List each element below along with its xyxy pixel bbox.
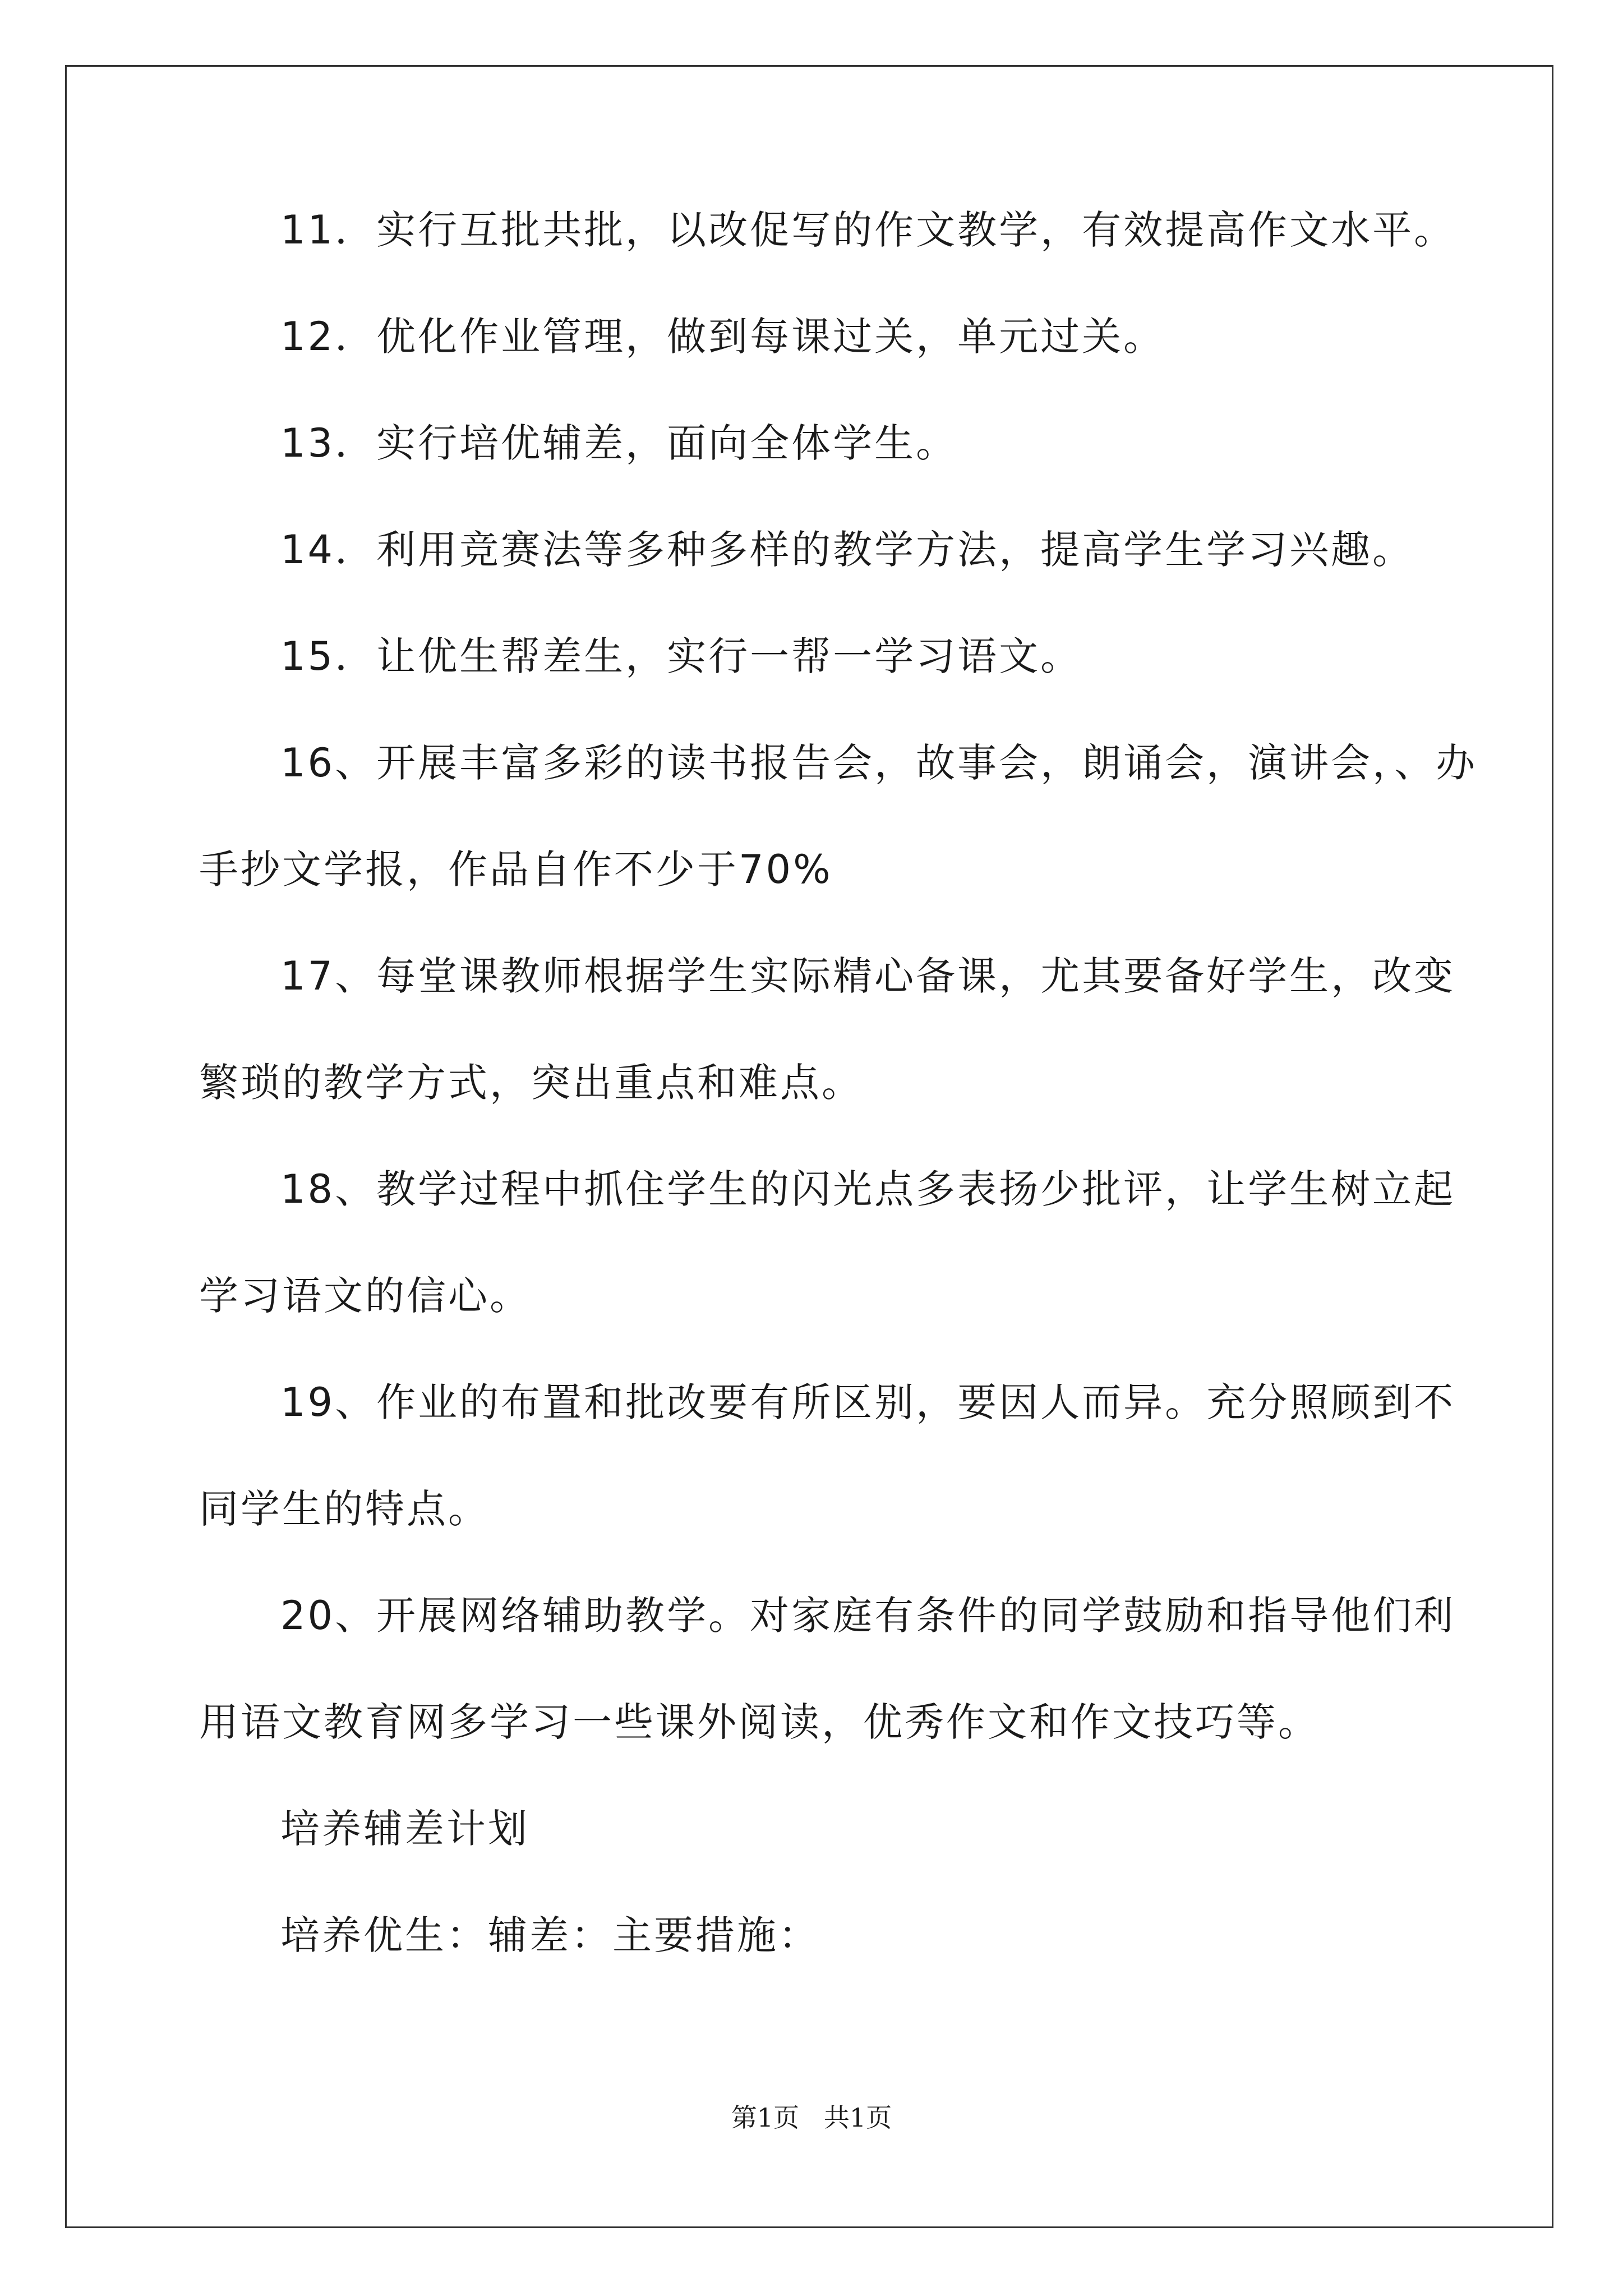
paragraph-line: 同学生的特点。: [199, 1486, 490, 1532]
paragraph-line: 18、教学过程中抓住学生的闪光点多表扬少批评，让学生树立起: [280, 1166, 1456, 1212]
paragraph-line: 培养优生：辅差：主要措施：: [280, 1912, 820, 1958]
section-heading: 培养辅差计划: [280, 1806, 529, 1852]
paragraph-line: 繁琐的教学方式，突出重点和难点。: [199, 1060, 863, 1106]
page-number-footer: 第1页 共1页: [731, 2102, 892, 2133]
paragraph-line: 用语文教育网多学习一些课外阅读，优秀作文和作文技巧等。: [199, 1699, 1320, 1745]
paragraph-line: 13．实行培优辅差，面向全体学生。: [280, 420, 958, 466]
paragraph-line: 17、每堂课教师根据学生实际精心备课，尤其要备好学生，改变: [280, 953, 1456, 999]
paragraph-line: 手抄文学报，作品自作不少于70%: [199, 846, 833, 892]
paragraph-line: 14．利用竞赛法等多种多样的教学方法，提高学生学习兴趣。: [280, 527, 1414, 573]
paragraph-line: 15．让优生帮差生，实行一帮一学习语文。: [280, 633, 1082, 679]
paragraph-line: 20、开展网络辅助教学。对家庭有条件的同学鼓励和指导他们利: [280, 1593, 1456, 1639]
paragraph-line: 19、作业的布置和批改要有所区别，要因人而异。充分照顾到不: [280, 1379, 1456, 1425]
paragraph-line: 学习语文的信心。: [199, 1273, 531, 1319]
page-border: [65, 65, 1553, 2228]
paragraph-line: 12．优化作业管理，做到每课过关，单元过关。: [280, 314, 1165, 360]
paragraph-line: 16、开展丰富多彩的读书报告会，故事会，朗诵会，演讲会，、办: [280, 740, 1478, 786]
paragraph-line: 11．实行互批共批，以改促写的作文教学，有效提高作文水平。: [280, 207, 1456, 253]
